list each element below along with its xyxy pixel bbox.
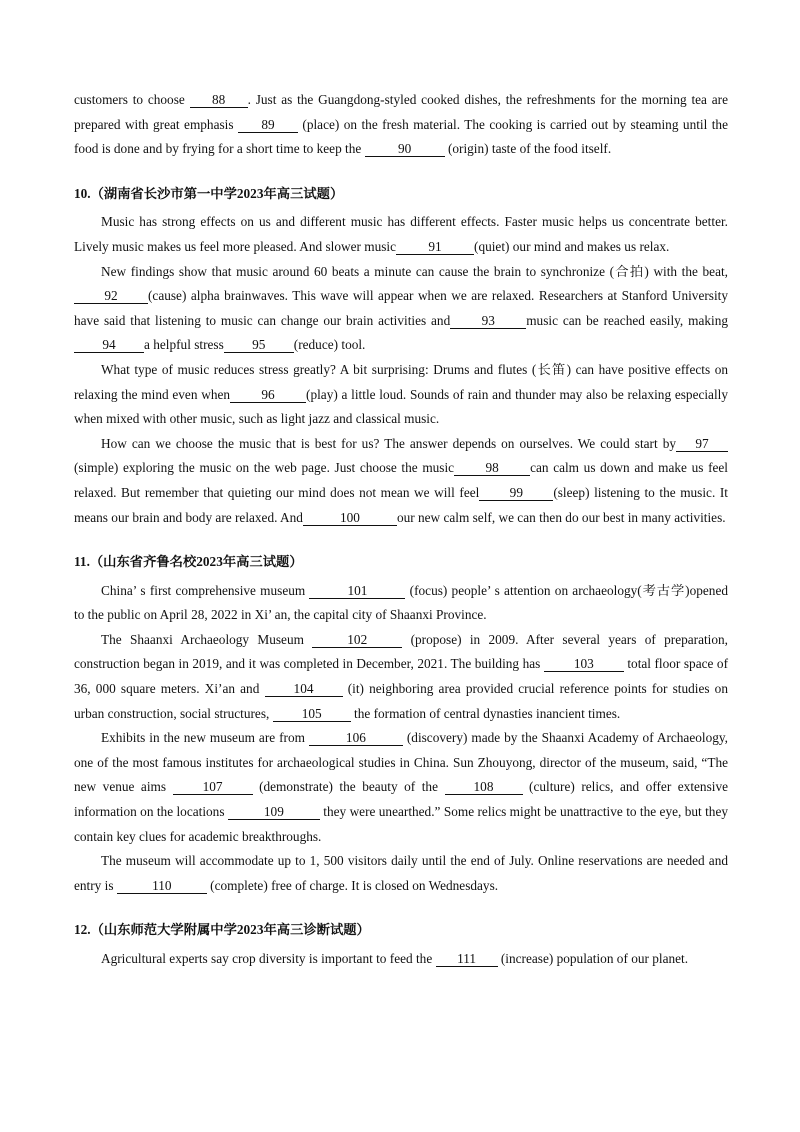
answer-blank-97[interactable]: 97 bbox=[676, 437, 728, 452]
paragraph-11-1: China’ s first comprehensive museum 101 (focus) people’ s attention on archaeology(考古学)opened to the public on April 28, 2022 in Xi’ an, the capital city of Shaanxi Province. bbox=[74, 582, 729, 623]
answer-blank-99[interactable]: 99 bbox=[479, 486, 553, 501]
answer-blank-111[interactable]: 111 bbox=[436, 952, 498, 967]
answer-blank-92[interactable]: 92 bbox=[74, 289, 148, 304]
paragraph-11-2: The Shaanxi Archaeology Museum 102 (propose) in 2009. After several years of preparation, construction began in 2019, and it was completed in December, 2021. The building has 103 total floor space of 36, 000 square meters. Xi’an and 104 (it) neighboring area provided crucial reference points for studies on urban construction, social structures, 105 the formation of central dynasties inancient times. bbox=[74, 631, 728, 721]
paragraph-10-4: How can we choose the music that is best for us? The answer depends on ourselves. We could start by 97 (simple) exploring the music on the web page. Just choose the music 98 can calm us down and make us feel relaxed. But remember that quieting our mind does not mean we will feel 99 (sleep) listening to the music. It means our brain and body are relaxed. And 100 our new calm self, we can then do our best in many activities. bbox=[74, 435, 728, 525]
paragraph-10-2: New findings show that music around 60 beats a minute can cause the brain to synchronize (合拍) with the beat, 92 (cause) alpha brainwaves. This wave will appear when we are relaxed. Researchers at Stanford University have said that listening to music can change our brain activities and 93 music can be reached easily, making94 a helpful stress 95 (reduce) tool. bbox=[74, 263, 728, 353]
section-heading-10: 10.（湖南省长沙市第一中学2023年高三试题） bbox=[74, 185, 344, 201]
answer-blank-105[interactable]: 105 bbox=[273, 707, 351, 722]
paragraph-10-1: Music has strong effects on us and different music has different effects. Faster music helps us concentrate better. Lively music makes us feel more pleased. And slower music 91 (quiet) our mind and makes us relax. bbox=[74, 214, 728, 254]
section-heading-12: 12.（山东师范大学附属中学2023年高三诊断试题） bbox=[74, 922, 370, 938]
paragraph-11-4: The museum will accommodate up to 1, 500 visitors daily until the end of July. Online reservations are needed and entry is 110 (complete) free of charge. It is closed on Wednesdays. bbox=[74, 853, 728, 893]
answer-blank-104[interactable]: 104 bbox=[265, 682, 343, 697]
paragraph-10-3: What type of music reduces stress greatly? A bit surprising: Drums and flutes (长笛) can have positive effects on relaxing the mind even when 96 (play) a little loud. Sounds of rain and thunder may also be relaxing especially when mixed with other music, such as light jazz and classical music. bbox=[74, 361, 729, 427]
answer-blank-90[interactable]: 90 bbox=[365, 142, 445, 157]
answer-blank-100[interactable]: 100 bbox=[303, 511, 397, 526]
answer-blank-110[interactable]: 110 bbox=[117, 879, 207, 894]
document-page bbox=[74, 88, 728, 972]
paragraph-11-3: Exhibits in the new museum are from 106 (discovery) made by the Shaanxi Academy of Archaeology, one of the most famous institutes for archaeological studies in China. Sun Zhouyong, director of the museum, said, “The new venue aims 107 (demonstrate) the beauty of the 108 (culture) relics, and offer extensive information on the locations 109 they were unearthed.” Some relics might be unattractive to the eye, but they contain key clues for academic breakthroughs. bbox=[74, 730, 728, 844]
section-heading-11: 11.（山东省齐鲁名校2023年高三试题） bbox=[74, 554, 303, 570]
answer-blank-109[interactable]: 109 bbox=[228, 805, 320, 820]
answer-blank-91[interactable]: 91 bbox=[396, 240, 474, 255]
answer-blank-94[interactable]: 94 bbox=[74, 338, 144, 353]
answer-blank-93[interactable]: 93 bbox=[450, 314, 526, 329]
answer-blank-106[interactable]: 106 bbox=[309, 731, 403, 746]
answer-blank-88[interactable]: 88 bbox=[190, 93, 248, 108]
answer-blank-107[interactable]: 107 bbox=[173, 780, 253, 795]
answer-blank-95[interactable]: 95 bbox=[224, 338, 294, 353]
answer-blank-89[interactable]: 89 bbox=[238, 118, 298, 133]
answer-blank-96[interactable]: 96 bbox=[230, 388, 306, 403]
answer-blank-101[interactable]: 101 bbox=[309, 584, 405, 599]
answer-blank-98[interactable]: 98 bbox=[454, 461, 530, 476]
answer-blank-103[interactable]: 103 bbox=[544, 657, 624, 672]
paragraph-continuation: customers to choose 88 . Just as the Guangdong-styled cooked dishes, the refreshments for the morning tea are prepared with great emphasis 89 (place) on the fresh material. The cooking is carried out by steaming until the food is done and by frying for a short time to keep the 90 (origin) taste of the food itself. bbox=[74, 92, 728, 157]
answer-blank-102[interactable]: 102 bbox=[312, 633, 402, 648]
answer-blank-108[interactable]: 108 bbox=[445, 780, 523, 795]
paragraph-12-1: Agricultural experts say crop diversity is important to feed the 111 (increase) population of our planet. bbox=[101, 951, 689, 966]
